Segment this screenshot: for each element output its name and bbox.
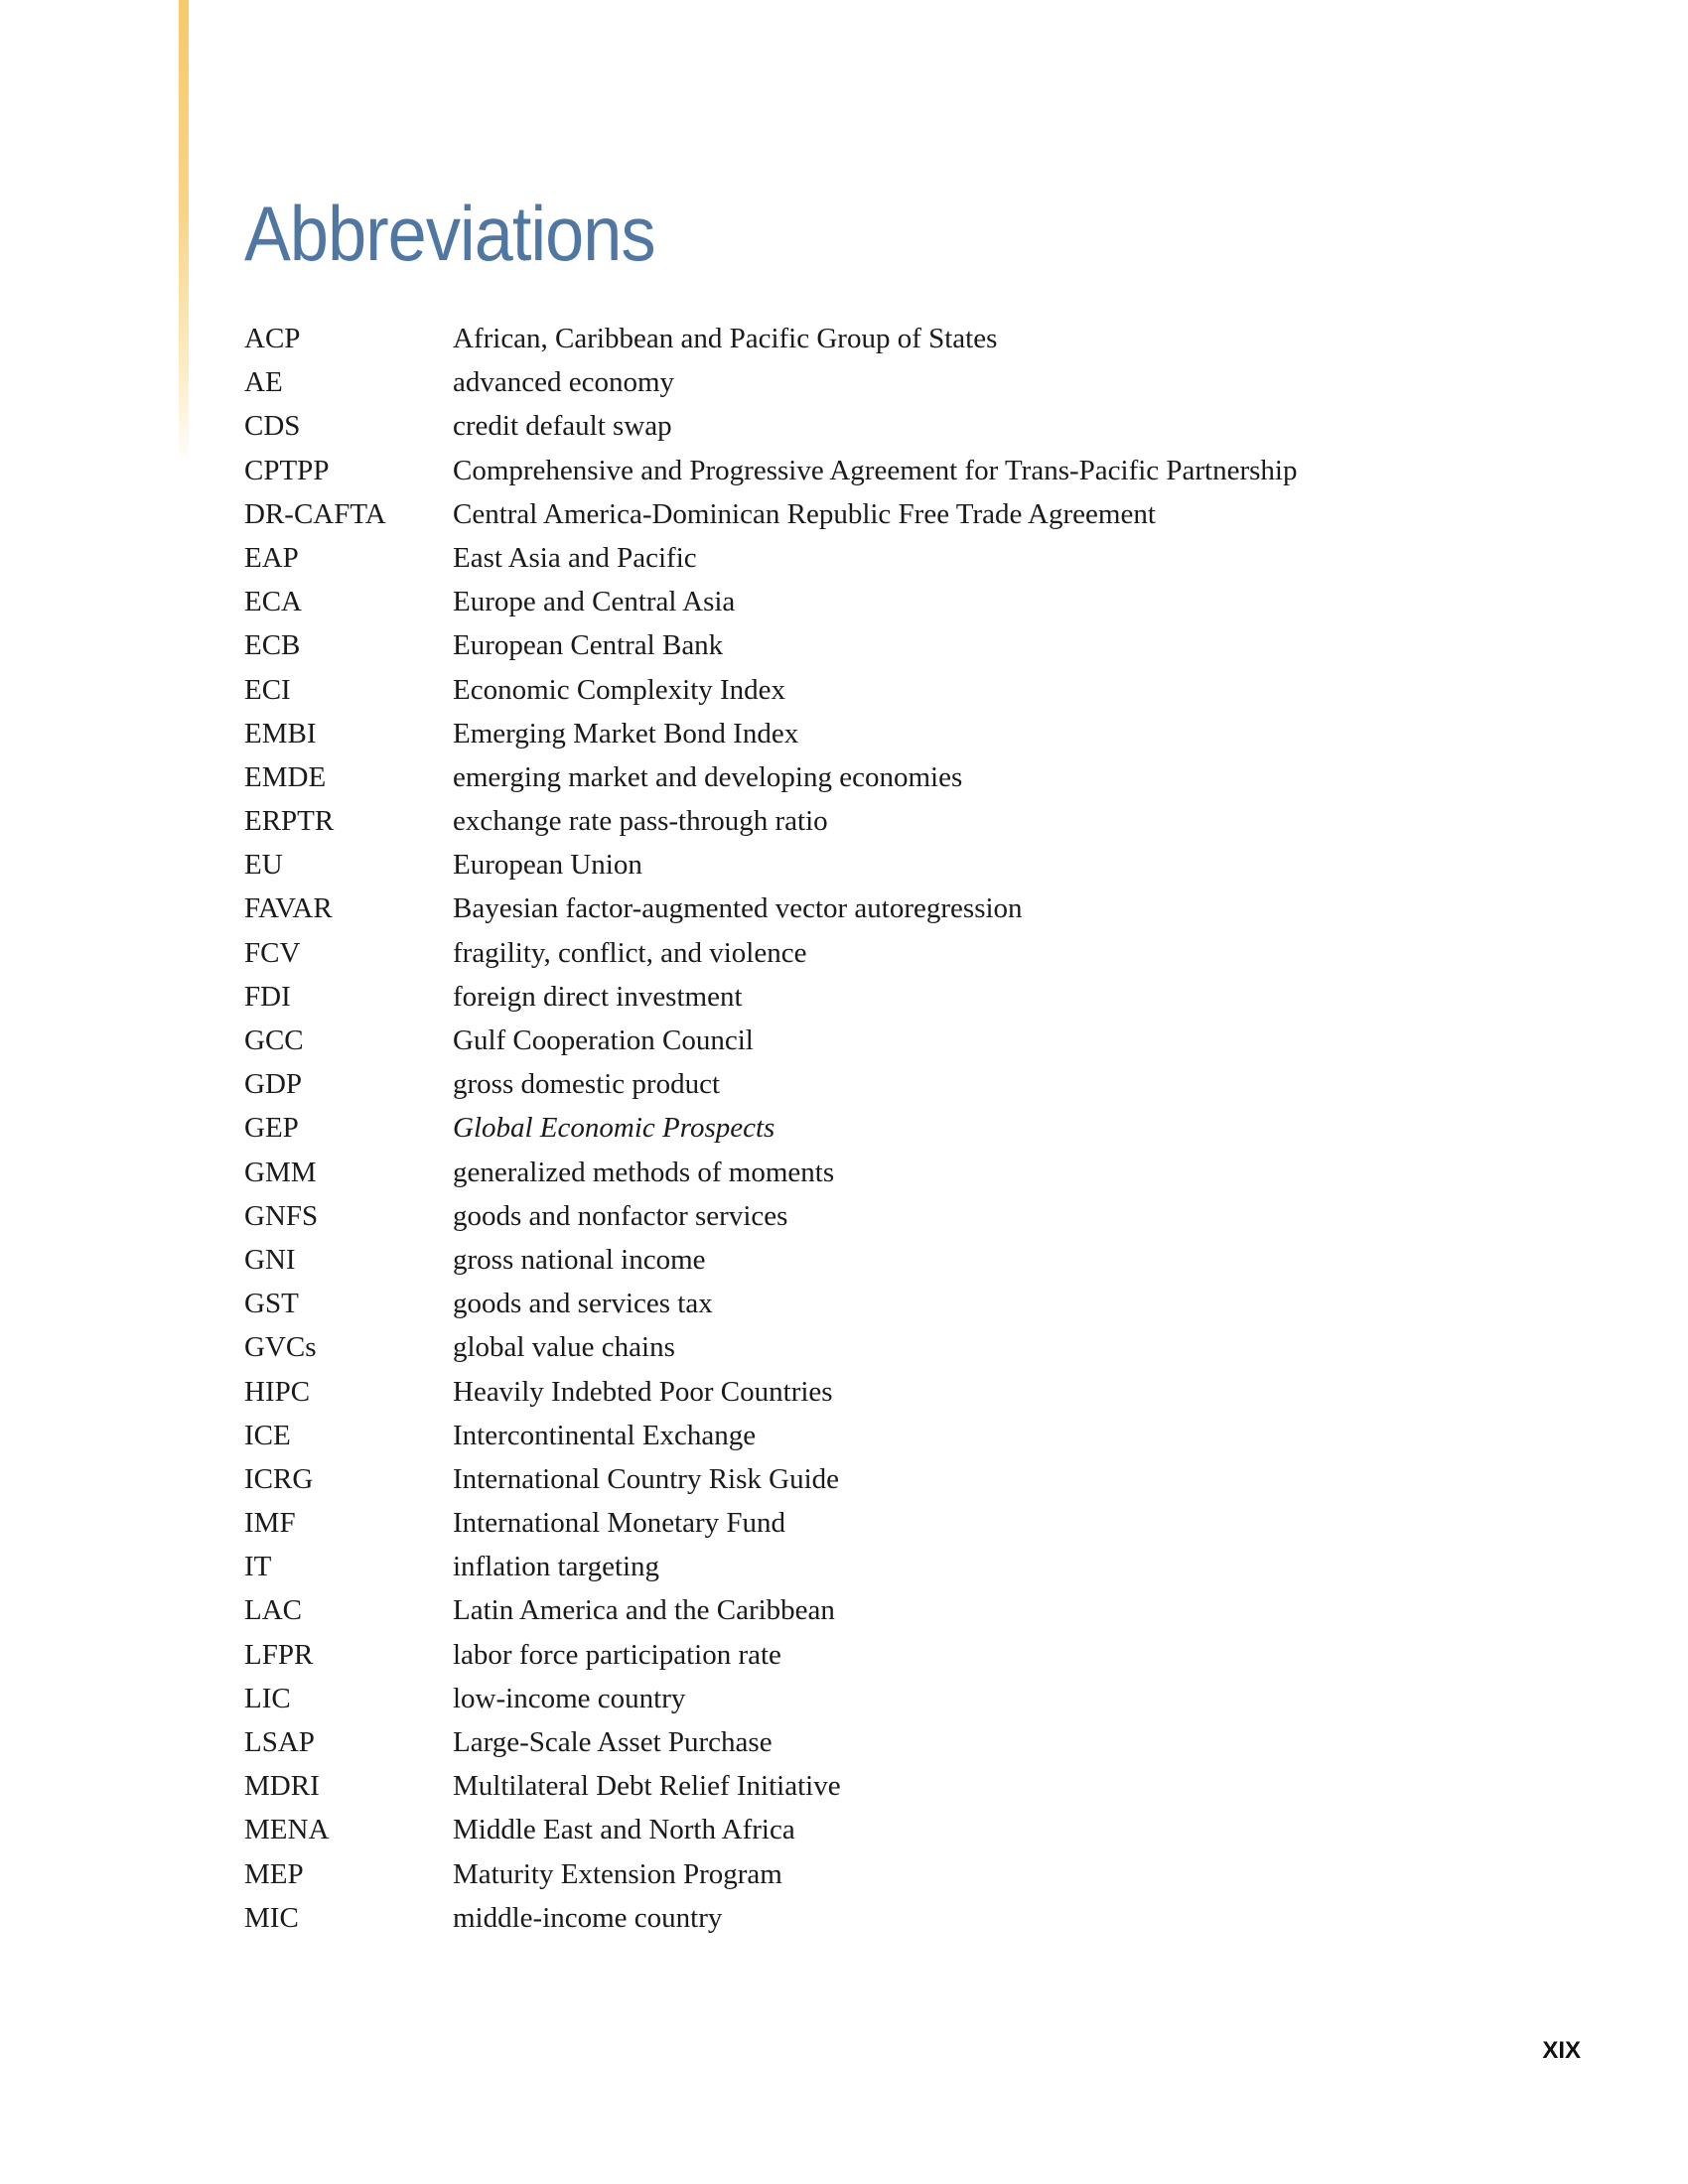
abbreviation-term: IMF	[244, 1507, 296, 1540]
abbreviation-definition: Intercontinental Exchange	[453, 1419, 757, 1451]
abbreviation-term: EMDE	[244, 760, 327, 793]
abbreviation-definition: Heavily Indebted Poor Countries	[453, 1375, 833, 1408]
abbreviation-term: GVCs	[244, 1331, 317, 1364]
abbreviation-definition: foreign direct investment	[453, 980, 743, 1013]
abbreviation-term: GEP	[244, 1112, 299, 1145]
abbreviation-row	[244, 1244, 1535, 1288]
abbreviation-row	[244, 1551, 1535, 1594]
abbreviation-definition: advanced economy	[453, 366, 675, 399]
abbreviation-definition: Gulf Cooperation Council	[453, 1024, 754, 1056]
abbreviation-definition: fragility, conflict, and violence	[453, 936, 807, 969]
abbreviation-row	[244, 586, 1535, 629]
abbreviation-term: HIPC	[244, 1375, 311, 1408]
abbreviation-row	[244, 323, 1535, 366]
abbreviation-term: ACP	[244, 323, 301, 354]
abbreviation-row	[244, 1200, 1535, 1244]
abbreviation-definition: exchange rate pass-through ratio	[453, 805, 828, 838]
abbreviation-row	[244, 718, 1535, 761]
abbreviation-row	[244, 410, 1535, 454]
abbreviation-row	[244, 761, 1535, 805]
abbreviation-row	[244, 1112, 1535, 1156]
abbreviation-definition: credit default swap	[453, 410, 672, 443]
abbreviation-term: ECI	[244, 673, 291, 706]
abbreviation-row	[244, 937, 1535, 981]
abbreviation-definition: goods and nonfactor services	[453, 1199, 788, 1232]
abbreviation-row	[244, 1157, 1535, 1200]
abbreviation-term: LIC	[244, 1682, 291, 1714]
abbreviation-row	[244, 1507, 1535, 1551]
abbreviation-term: CPTPP	[244, 454, 330, 486]
abbreviation-definition: European Central Bank	[453, 629, 724, 662]
abbreviation-list	[244, 323, 1535, 1946]
page-number: XIX	[1542, 2037, 1581, 2064]
abbreviation-row	[244, 1726, 1535, 1770]
abbreviation-term: LAC	[244, 1594, 302, 1627]
abbreviation-definition: goods and services tax	[453, 1288, 713, 1320]
abbreviation-row	[244, 849, 1535, 892]
abbreviation-definition: generalized methods of moments	[453, 1156, 835, 1188]
abbreviation-term: GCC	[244, 1024, 304, 1056]
abbreviation-row	[244, 455, 1535, 498]
abbreviation-term: EMBI	[244, 717, 317, 750]
abbreviation-definition: East Asia and Pacific	[453, 541, 697, 574]
abbreviation-term: EU	[244, 849, 283, 882]
page-title: Abbreviations	[244, 190, 655, 277]
abbreviation-definition: emerging market and developing economies	[453, 760, 963, 793]
abbreviation-term: CDS	[244, 410, 301, 443]
abbreviation-term: GST	[244, 1288, 299, 1320]
abbreviation-term: EAP	[244, 541, 299, 574]
abbreviation-row	[244, 1331, 1535, 1375]
abbreviation-row	[244, 674, 1535, 718]
abbreviation-term: ECA	[244, 586, 302, 618]
abbreviation-term: MENA	[244, 1814, 330, 1846]
abbreviation-definition: gross domestic product	[453, 1068, 721, 1101]
abbreviation-term: FDI	[244, 980, 291, 1013]
abbreviation-definition: middle-income country	[453, 1901, 723, 1934]
abbreviation-definition: International Country Risk Guide	[453, 1462, 840, 1495]
abbreviation-row	[244, 1594, 1535, 1638]
abbreviation-term: FAVAR	[244, 892, 333, 925]
abbreviation-row	[244, 542, 1535, 586]
abbreviation-term: MEP	[244, 1857, 304, 1890]
abbreviation-row	[244, 1902, 1535, 1946]
abbreviation-row	[244, 1024, 1535, 1068]
abbreviation-definition: Middle East and North Africa	[453, 1814, 795, 1846]
abbreviation-definition: Central America-Dominican Republic Free Trade Agreement	[453, 497, 1156, 530]
abbreviation-definition: labor force participation rate	[453, 1638, 781, 1671]
abbreviation-definition: Emerging Market Bond Index	[453, 717, 799, 750]
abbreviation-term: LSAP	[244, 1726, 315, 1758]
abbreviation-term: MDRI	[244, 1770, 320, 1803]
abbreviation-row	[244, 1068, 1535, 1112]
abbreviation-definition: Latin America and the Caribbean	[453, 1594, 835, 1627]
abbreviation-term: GNI	[244, 1243, 296, 1276]
abbreviation-row	[244, 805, 1535, 849]
abbreviation-row	[244, 629, 1535, 673]
abbreviation-row	[244, 1288, 1535, 1331]
abbreviation-definition: Comprehensive and Progressive Agreement for Trans-Pacific Partnership	[453, 454, 1298, 486]
abbreviation-row	[244, 1683, 1535, 1726]
abbreviation-definition: International Monetary Fund	[453, 1507, 786, 1540]
abbreviation-row	[244, 1420, 1535, 1463]
abbreviation-definition: Europe and Central Asia	[453, 586, 736, 618]
abbreviation-term: GMM	[244, 1156, 317, 1188]
abbreviation-definition: African, Caribbean and Pacific Group of States	[453, 323, 998, 354]
abbreviation-term: ICE	[244, 1419, 291, 1451]
abbreviation-row	[244, 498, 1535, 542]
abbreviation-row	[244, 1376, 1535, 1420]
abbreviation-term: FCV	[244, 936, 301, 969]
abbreviation-row	[244, 981, 1535, 1024]
abbreviation-definition: Bayesian factor-augmented vector autoregression	[453, 892, 1023, 925]
abbreviation-row	[244, 892, 1535, 936]
abbreviation-term: GNFS	[244, 1199, 319, 1232]
abbreviation-row	[244, 1858, 1535, 1902]
abbreviation-definition: low-income country	[453, 1682, 686, 1714]
abbreviation-definition: Global Economic Prospects	[453, 1112, 775, 1145]
abbreviation-term: ECB	[244, 629, 301, 662]
abbreviation-row	[244, 1639, 1535, 1683]
abbreviation-row	[244, 1463, 1535, 1507]
abbreviation-definition: Multilateral Debt Relief Initiative	[453, 1770, 841, 1803]
decorative-accent-bar	[179, 0, 189, 467]
abbreviation-definition: inflation targeting	[453, 1551, 660, 1583]
abbreviation-definition: gross national income	[453, 1243, 706, 1276]
abbreviation-term: AE	[244, 366, 283, 399]
abbreviation-term: DR-CAFTA	[244, 497, 386, 530]
abbreviation-definition: European Union	[453, 849, 642, 882]
abbreviation-definition: global value chains	[453, 1331, 675, 1364]
abbreviation-term: ICRG	[244, 1462, 314, 1495]
abbreviation-term: LFPR	[244, 1638, 314, 1671]
abbreviation-term: MIC	[244, 1901, 299, 1934]
abbreviation-term: GDP	[244, 1068, 303, 1101]
abbreviation-definition: Maturity Extension Program	[453, 1857, 782, 1890]
abbreviation-definition: Economic Complexity Index	[453, 673, 786, 706]
abbreviation-row	[244, 366, 1535, 410]
abbreviation-row	[244, 1770, 1535, 1814]
abbreviation-term: IT	[244, 1551, 272, 1583]
abbreviation-definition: Large-Scale Asset Purchase	[453, 1726, 773, 1758]
abbreviation-term: ERPTR	[244, 805, 335, 838]
abbreviation-row	[244, 1814, 1535, 1857]
